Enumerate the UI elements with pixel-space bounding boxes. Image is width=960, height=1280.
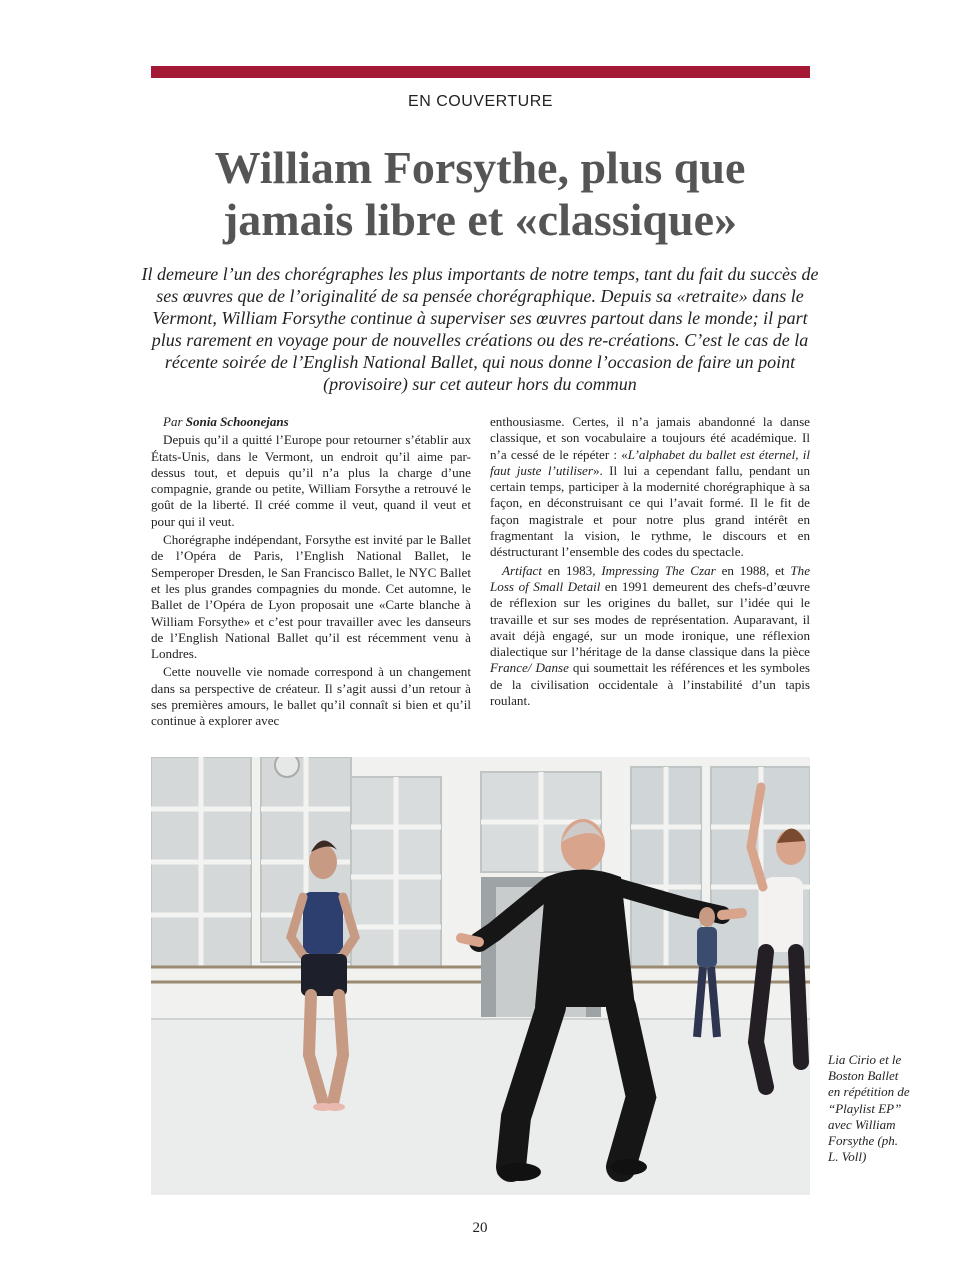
text-run: ». Il lui a cependant fallu, pendant un certain temps, participer à la modernité chorégraphique à sa façon, en déconstruisant ce qui l’avait formé. Il le fit de façon magistrale et pour notre plus grand intérêt en fragmentant la vision, le rythme, le discours et en déstructurant l’ensemble des codes du spectacle.	[490, 462, 810, 560]
rehearsal-illustration	[151, 757, 810, 1195]
text-run: en 1988, et	[715, 562, 791, 578]
text-run: en 1983,	[542, 562, 602, 578]
byline-author: Sonia Schoonejans	[185, 414, 289, 429]
top-accent-bar	[151, 66, 810, 78]
photo-caption: Lia Cirio et le Boston Ballet en répétition de “Playlist EP” avec William Forsythe (ph. L. Voll)	[828, 1052, 910, 1165]
text-run: en 1991 demeurent des chefs-d’œuvre de réflexion sur les origines du ballet, sur l’idée qui le travaille et sur ses modes de représentation. Auparavant, il avait déjà engagé, sur un mode ironique, une réflexion dialectique sur l’héritage de la danse classique dans la pièce	[490, 578, 810, 660]
section-label: EN COUVERTURE	[408, 93, 553, 110]
body-paragraph: Cette nouvelle vie nomade correspond à un changement dans sa perspective de créateur. Il s’agit aussi d’un retour à ses premières amours, le ballet qu’il connaît si bien et qu’il continue à explorer avec	[151, 664, 471, 729]
work-title: Impressing The Czar	[601, 562, 716, 578]
byline-prefix: Par	[163, 414, 183, 429]
rehearsal-photo	[151, 757, 810, 1195]
column-left	[151, 414, 471, 732]
body-paragraph	[490, 414, 810, 561]
body-paragraph: Depuis qu’il a quitté l’Europe pour retourner s’établir aux États-Unis, dans le Vermont, un endroit qu’il aime par-dessus tout, et depuis qu’il n’a plus la charge d’une compagnie, grande ou petite, William Forsythe a retrouvé le goût de la liberté. Il créé comme il veut, quand il veut et pour qui il veut.	[151, 432, 471, 529]
body-paragraph	[490, 563, 810, 710]
work-title: The Loss of Small Detail	[490, 562, 810, 594]
byline	[151, 414, 471, 430]
article-lede: Il demeure l’un des chorégraphes les plus importants de notre temps, tant du fait du succès de ses œuvres que de l’originalité de sa pensée chorégraphique. Depuis sa «retraite» dans le Vermont, William Forsythe continue à superviser ses œuvres partout dans le monde; il part plus rarement en voyage pour de nouvelles créations ou des re-créations. C’est le cas de la récente soirée de l’English National Ballet, qui nous donne l’occasion de faire un point (provisoire) sur cet auteur hors du commun	[141, 264, 819, 394]
work-title: Artifact	[502, 562, 543, 578]
column-right	[490, 414, 810, 711]
article-title	[120, 142, 840, 246]
text-run: enthousiasme. Certes, il n’a jamais abandonné la danse classique, et son vocabulaire a toujours été académique. Il n’a cessé de le répéter : «	[490, 414, 810, 462]
page-number: 20	[472, 1220, 488, 1236]
title-line-1: William Forsythe, plus que	[214, 142, 746, 193]
work-title: France/ Danse	[490, 660, 569, 676]
text-run: qui soumettait les références et les symboles de la civilisation occidentale à l’instabilité d’un tapis roulant.	[490, 660, 811, 709]
title-line-2: jamais libre et «classique»	[222, 194, 738, 245]
body-paragraph: Chorégraphe indépendant, Forsythe est invité par le Ballet de l’Opéra de Paris, l’English National Ballet, le Semperoper Dresden, le San Francisco Ballet, le NYC Ballet et les plus grandes compagnies du monde. Cet automne, le Ballet de l’Opéra de Lyon proposait une «Carte blanche à William Forsythe» et c’est pour travailler avec les danseurs de l’English National Ballet qu’il est récemment venu à Londres.	[151, 532, 471, 662]
quote-emphasis: L’alphabet du ballet est éternel, il faut juste l’utiliser	[490, 446, 810, 478]
